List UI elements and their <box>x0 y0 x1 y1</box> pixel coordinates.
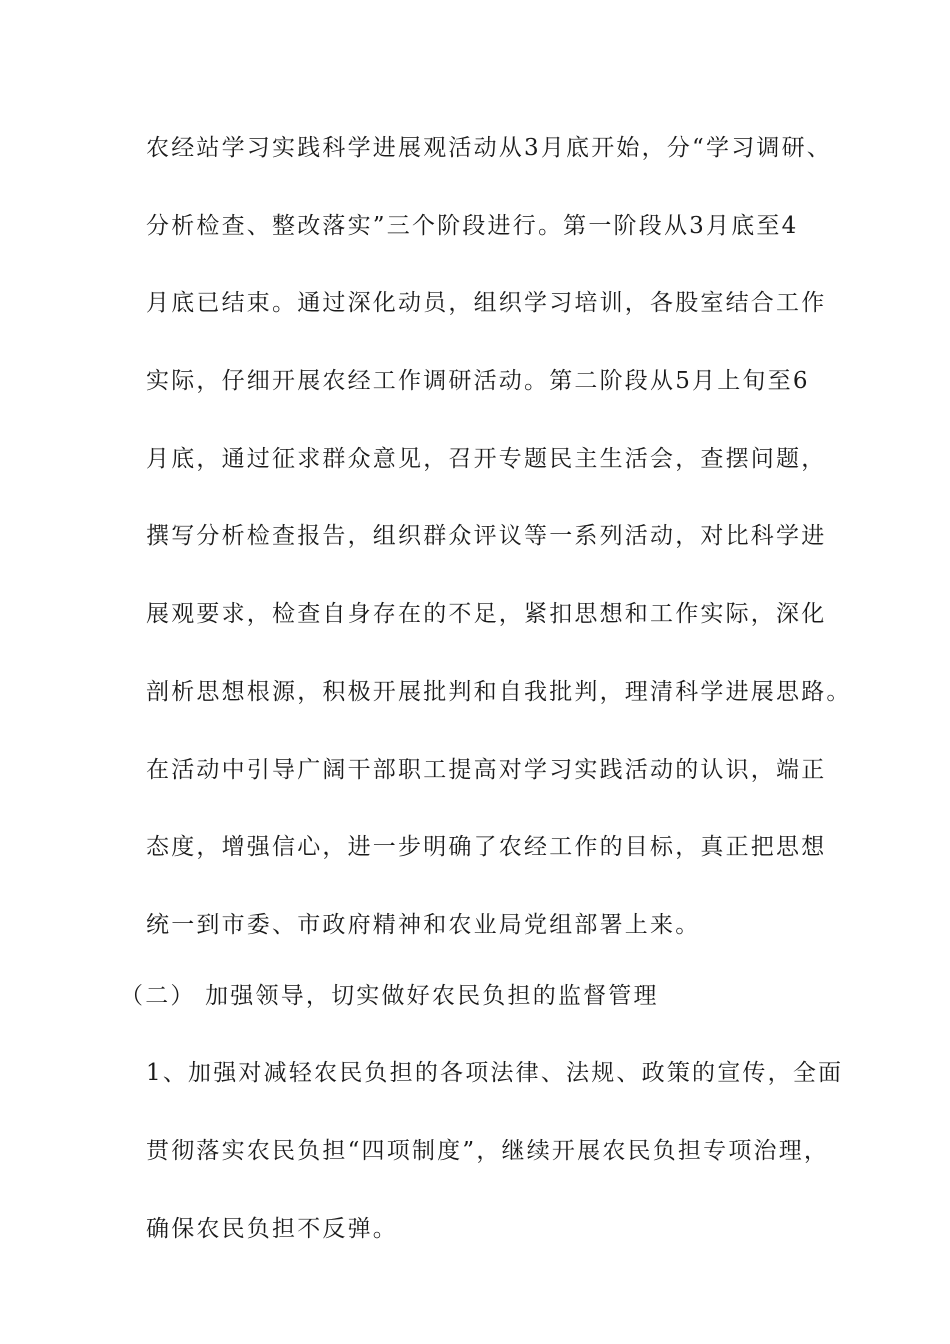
paragraph-line: 展观要求，检查自身存在的不足，紧扣思想和工作实际，深化 <box>146 601 827 627</box>
paragraph-line: 撰写分析检查报告，组织群众评议等一系列活动，对比科学进 <box>146 523 827 549</box>
paragraph-line: 剖析思想根源，积极开展批判和自我批判，理清科学进展思路。 <box>146 679 852 705</box>
section-heading: （二） 加强领导，切实做好农民负担的监督管理 <box>120 983 659 1009</box>
paragraph-line: 分析检查、整改落实”三个阶段进行。第一阶段从3月底至4 <box>146 213 799 239</box>
paragraph-line: 月底已结束。通过深化动员，组织学习培训，各股室结合工作 <box>146 290 827 316</box>
paragraph-line: 统一到市委、市政府精神和农业局党组部署上来。 <box>146 912 701 938</box>
paragraph-line: 在活动中引导广阔干部职工提高对学习实践活动的认识，端正 <box>146 757 827 783</box>
paragraph-line: 月底，通过征求群众意见，召开专题民主生活会，查摆问题， <box>146 446 827 472</box>
paragraph-line: 实际，仔细开展农经工作调研活动。第二阶段从5月上旬至6 <box>146 368 810 394</box>
list-item-line: 贯彻落实农民负担“四项制度”，继续开展农民负担专项治理， <box>146 1138 830 1164</box>
list-item-line: 1、加强对减轻农民负担的各项法律、法规、政策的宣传，全面 <box>146 1060 844 1086</box>
paragraph-line: 态度，增强信心，进一步明确了农经工作的目标，真正把思想 <box>146 834 827 860</box>
list-item-line: 确保农民负担不反弹。 <box>146 1216 398 1242</box>
paragraph-line: 农经站学习实践科学进展观活动从3月底开始，分“学习调研、 <box>146 135 832 161</box>
